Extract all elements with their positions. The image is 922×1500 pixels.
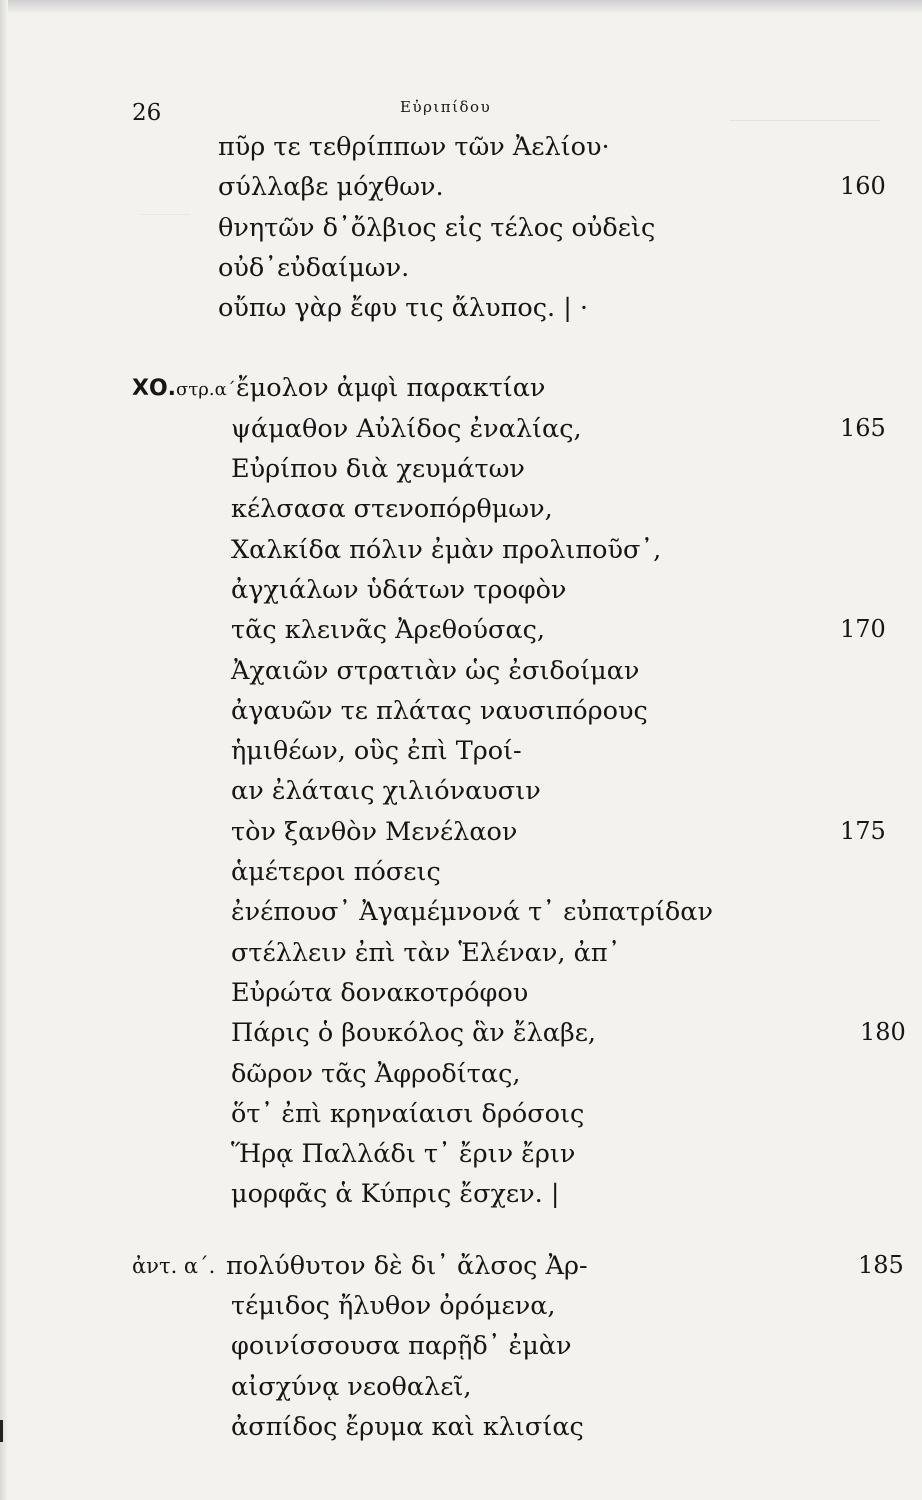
verse-line [0, 1291, 922, 1331]
verse-text: τέμιδος ἤλυθον ὀρόμενα, [231, 1291, 556, 1322]
page-number: 26 [132, 100, 162, 126]
verse-text: Εὐρίπου διὰ χευμάτων [231, 454, 525, 485]
verse-text: στέλλειν ἐπὶ τὰν Ἑλέναν, ἀπ᾽ [231, 937, 621, 968]
line-number: 170 [840, 615, 886, 644]
verse-line [0, 1139, 922, 1179]
verse-block [0, 132, 922, 1452]
speaker-label-chorus [132, 376, 236, 401]
verse-line [0, 253, 922, 293]
verse-text: πολύθυτον δὲ δι᾽ ἄλσος Ἀρ- [226, 1250, 588, 1281]
verse-line [0, 414, 922, 454]
verse-line [0, 776, 922, 816]
verse-text: ἔμολον ἀμφὶ παρακτίαν [236, 373, 546, 404]
verse-text: ἁμέτεροι πόσεις [231, 857, 441, 888]
page-header [0, 96, 922, 136]
verse-text: ὅτ᾽ ἐπὶ κρηναίαισι δρόσοις [231, 1098, 585, 1129]
verse-text: Χαλκίδα πόλιν ἐμὰν προλιποῦσ᾽, [231, 534, 662, 565]
verse-text: ἡμιθέων, οὓς ἐπὶ Τροί- [231, 736, 522, 767]
running-title: Εὐριπίδου [400, 98, 492, 116]
strophe-label: στρ.α΄ [176, 379, 236, 401]
chorus-abbrev: ΧΟ. [132, 376, 177, 402]
verse-text: οὔπω γὰρ ἔφυ τις ἄλυπος. | · [218, 293, 588, 324]
verse-line [0, 1099, 922, 1139]
verse-line [0, 1372, 922, 1412]
verse-line [0, 978, 922, 1018]
verse-line [0, 938, 922, 978]
verse-line [0, 1059, 922, 1099]
verse-text: Ἥρᾳ Παλλάδι τ᾽ ἔριν ἔριν [231, 1139, 576, 1170]
verse-line [0, 897, 922, 937]
verse-text: θνητῶν δ᾽ὄλβιος εἰς τέλος οὐδεὶς [218, 212, 656, 243]
line-number: 165 [840, 413, 886, 442]
verse-text: τὸν ξανθὸν Μενέλαον [231, 816, 518, 847]
verse-text: ψάμαθον Αὐλίδος ἐναλίας, [231, 413, 582, 444]
antistrophe-label: ἀντ. α΄. [132, 1253, 216, 1278]
verse-text: οὐδ᾽εὐδαίμων. [218, 252, 410, 283]
line-number: 180 [860, 1018, 906, 1047]
verse-line [0, 213, 922, 253]
verse-line [0, 857, 922, 897]
verse-line [0, 293, 922, 333]
verse-text: τᾶς κλεινᾶς Ἀρεθούσας, [231, 615, 545, 646]
verse-text: αἰσχύνᾳ νεοθαλεῖ, [231, 1371, 472, 1402]
verse-line [0, 615, 922, 655]
verse-line [0, 817, 922, 857]
verse-line [0, 1331, 922, 1371]
verse-line [0, 535, 922, 575]
verse-text: δῶρον τᾶς Ἀφροδίτας, [231, 1058, 521, 1089]
line-number: 175 [840, 816, 886, 845]
verse-line [0, 696, 922, 736]
verse-line [0, 1179, 922, 1219]
verse-line [0, 454, 922, 494]
verse-line [0, 373, 922, 413]
verse-text: ἐνέπουσ᾽ Ἀγαμέμνονά τ᾽ εὐπατρίδαν [231, 897, 714, 928]
line-number: 185 [858, 1250, 904, 1279]
verse-line [0, 494, 922, 534]
margin-mark [0, 1420, 3, 1442]
verse-text: μορφᾶς ἁ Κύπρις ἔσχεν. | [231, 1179, 560, 1210]
verse-line [0, 1251, 922, 1291]
page-top-shadow [0, 0, 922, 14]
verse-text: κέλσασα στενοπόρθμων, [231, 494, 553, 525]
verse-line [0, 736, 922, 776]
verse-line [0, 132, 922, 172]
verse-line [0, 1412, 922, 1452]
verse-line [0, 575, 922, 615]
verse-text: ἀγχιάλων ὑδάτων τροφὸν [231, 574, 567, 605]
verse-text: αν ἐλάταις χιλιόναυσιν [231, 776, 541, 807]
line-number: 160 [840, 172, 886, 201]
verse-line [0, 1018, 922, 1058]
verse-text: Πάρις ὁ βουκόλος ἃν ἔλαβε, [231, 1018, 597, 1049]
verse-text: ἀσπίδος ἔρυμα καὶ κλισίας [231, 1411, 584, 1442]
verse-text: φοινίσσουσα παρῇδ᾽ ἐμὰν [231, 1331, 572, 1362]
verse-text: σύλλαβε μόχθων. [218, 172, 444, 203]
verse-text: Ἀχαιῶν στρατιὰν ὡς ἐσιδοίμαν [231, 655, 640, 686]
verse-text: Εὐρώτα δονακοτρόφου [231, 977, 529, 1008]
verse-text: πῦρ τε τεθρίππων τῶν Ἀελίου· [218, 132, 610, 162]
verse-text: ἀγαυῶν τε πλάτας ναυσιπόρους [231, 695, 648, 726]
verse-line [0, 172, 922, 212]
verse-line [0, 656, 922, 696]
